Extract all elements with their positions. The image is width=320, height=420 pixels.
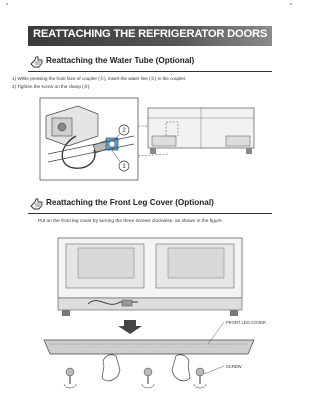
- screw-label: SCREW: [226, 364, 242, 369]
- callout-1-label: 1: [122, 164, 126, 170]
- section-title: Reattaching the Front Leg Cover (Optional): [46, 198, 214, 207]
- instruction-text: Put on the front leg cover by turning the three screws clockwise, as shown in the figure.: [38, 219, 224, 224]
- corner-mark: [6, 3, 8, 5]
- page-banner: [28, 26, 272, 46]
- hand-pointer-icon: [30, 197, 44, 211]
- screw-icon: [64, 368, 76, 388]
- front-leg-cover-label: FRONT LEG COVER: [226, 320, 266, 325]
- section-header-leg-cover: [28, 197, 272, 214]
- section-header-water-tube: [28, 55, 272, 72]
- leg-cover-figure: [28, 234, 272, 404]
- callout-2-label: 2: [122, 128, 126, 134]
- page-title: REATTACHING THE REFRIGERATOR DOORS: [33, 28, 268, 40]
- step-2-text: 2) Tighten the screw on the clamp (③).: [12, 84, 91, 89]
- hand-pointer-icon: [30, 55, 44, 69]
- section-title: Reattaching the Water Tube (Optional): [46, 56, 195, 65]
- corner-mark: [290, 3, 292, 5]
- screw-icon: [142, 368, 154, 388]
- water-tube-figure: [38, 96, 260, 184]
- step-1-text: 1) While pressing the front face of coupler (①), insert the water line (②) in the coupler.: [12, 76, 187, 81]
- screw-icon: [194, 368, 206, 388]
